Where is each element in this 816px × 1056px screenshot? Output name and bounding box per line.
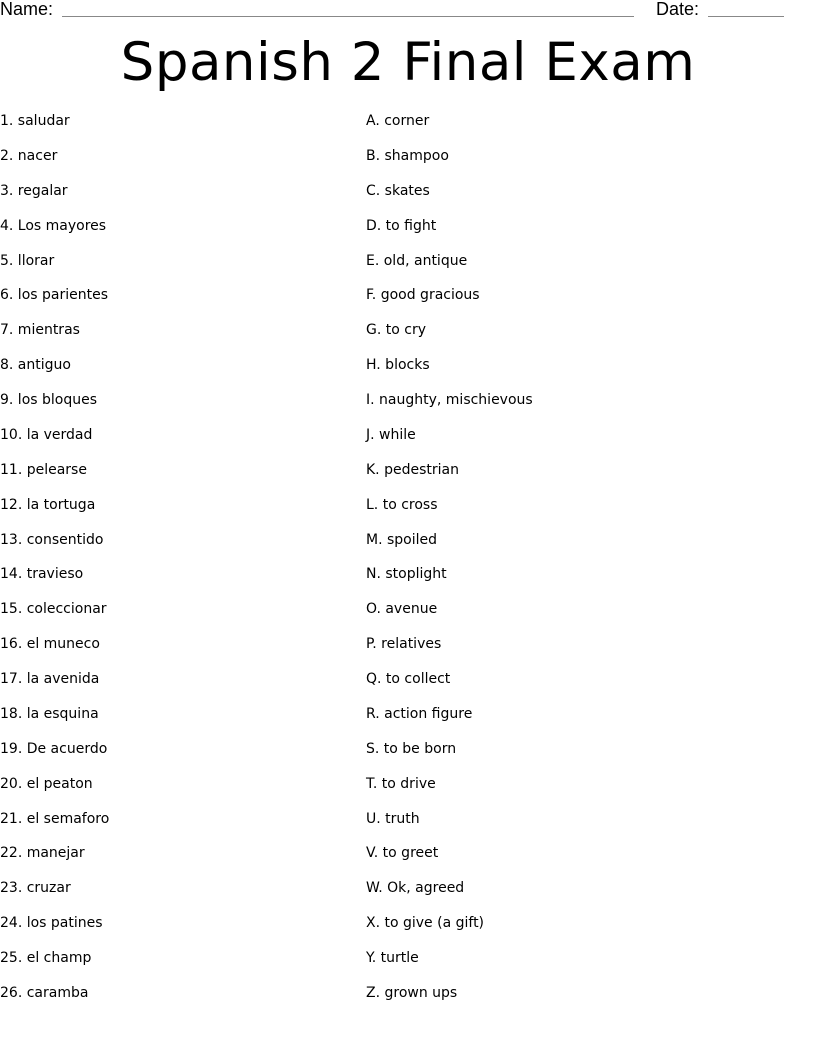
term-item: 12. la tortuga <box>0 496 96 513</box>
term-item: 21. el semaforo <box>0 810 110 827</box>
term-item: 13. consentido <box>0 531 104 548</box>
definition-item: E. old, antique <box>366 252 468 269</box>
term-item: 19. De acuerdo <box>0 740 108 757</box>
term-item: 1. saludar <box>0 113 70 129</box>
date-label: Date: <box>656 0 700 19</box>
term-item: 23. cruzar <box>0 880 71 897</box>
definition-item: I. naughty, mischievous <box>366 392 533 408</box>
definition-item: D. to fight <box>366 217 437 234</box>
name-label: Name: <box>0 0 54 19</box>
definition-item: Z. grown ups <box>366 984 458 1001</box>
definition-item: V. to greet <box>366 845 439 862</box>
term-item: 18. la esquina <box>0 705 99 722</box>
term-item: 5. llorar <box>0 252 55 269</box>
term-item: 20. el peaton <box>0 775 93 792</box>
definition-item: X. to give (a gift) <box>366 915 485 932</box>
term-item: 2. nacer <box>0 147 58 164</box>
header <box>0 0 816 24</box>
term-item: 6. los parientes <box>0 287 109 304</box>
definition-item: Q. to collect <box>366 671 451 687</box>
term-item: 10. la verdad <box>0 426 93 443</box>
term-item: 17. la avenida <box>0 671 100 687</box>
definition-item: S. to be born <box>366 740 457 757</box>
definition-item: P. relatives <box>366 636 442 653</box>
definition-item: L. to cross <box>366 496 438 513</box>
term-item: 7. mientras <box>0 322 80 339</box>
definition-item: U. truth <box>366 810 420 827</box>
term-item: 24. los patines <box>0 915 103 932</box>
term-item: 15. coleccionar <box>0 601 107 618</box>
term-item: 4. Los mayores <box>0 217 107 234</box>
definition-item: M. spoiled <box>366 531 438 548</box>
definition-item: J. while <box>366 426 416 443</box>
term-item: 22. manejar <box>0 845 85 862</box>
definition-item: A. corner <box>366 113 430 129</box>
term-item: 11. pelearse <box>0 461 87 478</box>
definition-item: C. skates <box>366 182 430 199</box>
term-item: 9. los bloques <box>0 392 98 408</box>
definitions-list <box>366 111 533 1018</box>
term-item: 14. travieso <box>0 566 84 583</box>
definition-item: G. to cry <box>366 322 426 339</box>
terms-list <box>0 111 109 1018</box>
term-item: 3. regalar <box>0 182 68 199</box>
term-item: 8. antiguo <box>0 357 71 374</box>
definition-item: R. action figure <box>366 705 473 722</box>
definition-item: Y. turtle <box>366 950 419 966</box>
term-item: 16. el muneco <box>0 636 100 653</box>
definition-item: B. shampoo <box>366 147 449 164</box>
name-blank-line[interactable] <box>62 16 634 17</box>
definition-item: K. pedestrian <box>366 461 459 478</box>
definition-item: T. to drive <box>366 775 436 792</box>
definition-item: W. Ok, agreed <box>366 880 465 897</box>
page-title: Spanish 2 Final Exam <box>120 32 696 93</box>
term-item: 26. caramba <box>0 984 89 1001</box>
definition-item: F. good gracious <box>366 287 480 304</box>
definition-item: O. avenue <box>366 601 438 618</box>
term-item: 25. el champ <box>0 950 92 966</box>
date-blank-line[interactable] <box>708 16 784 17</box>
definition-item: N. stoplight <box>366 566 447 583</box>
definition-item: H. blocks <box>366 357 430 374</box>
